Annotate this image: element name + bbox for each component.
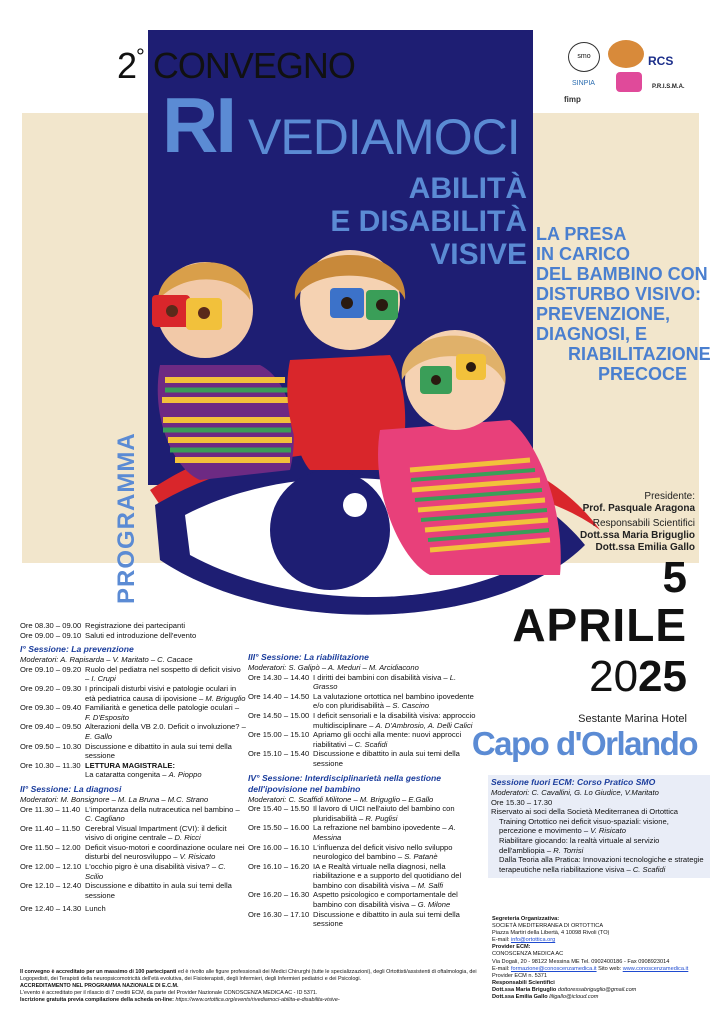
session-2-moderators: Moderatori: M. Bonsignore – M. La Bruna – M.C. Strano <box>20 794 209 804</box>
schedule-row: Ore 14.40 – 14.50 La valutazione ortottica nel bambino ipovedente e/o con pluridisabilità – S. Cascino <box>248 691 474 711</box>
date-year: 2025 <box>589 652 687 701</box>
schedule-row: Ore 12.10 – 12.40 Discussione e dibattito in aula sui temi della sessione <box>20 881 232 900</box>
child-right <box>378 330 561 575</box>
ecm-course-item: Riabilitare giocando: la realtà virtuale al servizio dell'ambliopia – R. Torrisi <box>499 835 660 855</box>
title-ri: RI <box>162 81 234 169</box>
sponsor-logos <box>560 40 710 110</box>
child-left <box>152 262 294 480</box>
schedule-row: Ore 09.20 – 09.30 I principali disturbi visivi e patologie oculari in età pediatrica causa di ipovisione – M. Briguglio <box>20 683 246 703</box>
schedule-row: Ore 11.30 – 11.40 L'importanza della nutraceutica nel bambino – C. Cagliano <box>20 804 240 824</box>
session-2-title: II° Sessione: La diagnosi <box>20 783 122 794</box>
theme-block: LA PRESA IN CARICO DEL BAMBINO CON DISTURBO VISIVO: PREVENZIONE, DIAGNOSI, E RIABILITAZIONE PRECOCE <box>536 224 711 384</box>
ecm-course-intro: Riservato ai soci della Società Mediterranea di Ortottica <box>491 807 678 817</box>
ecm-course-item: Dalla Teoria alla Pratica: Innovazioni tecnologiche e strategie terapeutiche nella riabilitazione visiva – C. Scafidi <box>499 855 704 874</box>
schedule-row: Ore 09.10 – 09.20 Ruolo del pediatra nel sospetto di deficit visivo – I. Crupi <box>20 664 241 684</box>
schedule-row: Ore 08.30 – 09.00 Registrazione dei partecipanti <box>20 621 186 630</box>
fimp-logo: fimp <box>564 95 581 104</box>
rcs-logo: RCS <box>648 54 674 68</box>
schedule-row: Ore 11.50 – 12.00 Deficit visuo-motori e coordinazione oculare nei disturbi del neurosviluppo – V. Risicato <box>20 842 245 862</box>
session-1-title: I° Sessione: La prevenzione <box>20 644 134 655</box>
registration-link[interactable]: https://www.ortottica.org/events/rivediamoci-abilita-e-disabilita-visive- <box>175 997 340 1003</box>
provider-site-link[interactable]: www.conoscenzamedica.it <box>622 965 689 972</box>
ecm-course-box <box>488 775 710 878</box>
eye-iris <box>270 470 390 590</box>
schedule-row: Ore 09.40 – 09.50 Alterazioni della VB 2.0. Deficit o involuzione? – E. Gallo <box>20 722 246 741</box>
title-vediamoci: VEDIAMOCI <box>248 109 520 165</box>
sinpia-logo: SINPIA <box>572 80 595 87</box>
schedule-row: Ore 09.00 – 09.10 Saluti ed introduzione dell'evento <box>20 630 197 640</box>
schedule-row: Ore 14.30 – 14.40 I diritti dei bambini con disabilità visiva – L. Grasso <box>248 672 457 692</box>
schedule-row: Ore 16.10 – 16.20 IA e Realtà virtuale nella diagnosi, nella riabilitazione e a supporto del quotidiano del bambino con disabilità visiva – M. Salfi <box>248 861 462 890</box>
programme-column-middle <box>248 652 480 929</box>
schedule-row: Ore 15.50 – 16.00 La refrazione nel bambino ipovedente – A. Messina <box>248 823 456 842</box>
ecm-course-moderators: Moderatori: C. Cavallini, G. Lo Giudice, V.Maritato <box>491 788 659 797</box>
schedule-row-lecture: Ore 10.30 – 11.30 LETTURA MAGISTRALE: La cataratta congenita – A. Pioppo <box>20 760 202 780</box>
presidency-block: Presidente: Prof. Pasquale Aragona Responsabili Scientifici Dott.ssa Maria Briguglio Dott.ssa Emilia Gallo <box>579 491 695 553</box>
schedule-row: Ore 12.40 – 14.30 Lunch <box>20 904 106 914</box>
schedule-row: Ore 14.50 – 15.00 I deficit sensoriali e la disabilità visiva: approccio multidisciplinare – A. D'Ambrosio, A. Delli Calici <box>248 710 476 730</box>
accreditation-footer: Il convegno è accreditato per un massimo di 100 partecipanti ed è rivolto alle figure professionali dei Medici Chirurghi (tutte le specializzazioni), degli Ortottisti/assistenti di oftalmologia, dei Logopedisti, dei Terapisti della neuropsicomotricità dell'età evolutiva, dei Fisioterapisti, degli Infermieri, degli Infermieri pediatrici e dei Psicologi. ACCREDITAMENTO NEL PROGRAMMA NAZIONALE DI E.C.M. L'evento è accreditato per il rilascio di 7 crediti ECM, da parte del Provider Nazionale CONOSCENZA MEDICA AC - ID 5371. Iscrizione gratuita previa compilazione della scheda on-line: https://www.ortottica.org/events/rivediamoci-abilita-e-disabilita-visive- <box>20 969 477 1003</box>
eye-highlight <box>343 493 367 517</box>
schedule-row: Ore 16.00 – 16.10 L'influenza del deficit visivo nello sviluppo neurologico del bambino – S. Patanè <box>248 842 453 862</box>
prisma-logo: P.R.I.S.M.A. <box>652 84 685 90</box>
session-1-moderators: Moderatori: A. Rapisarda – V. Maritato – C. Cacace <box>20 655 193 665</box>
schedule-row: Ore 15.00 – 15.10 Apriamo gli occhi alla mente: nuovi approcci riabilitativi – C. Scafidi <box>248 730 462 749</box>
ecm-course-time: Ore 15.30 – 17.30 <box>491 797 553 807</box>
schedule-row: Ore 11.40 – 11.50 Cerebral Visual Impartment (CVI): il deficit visivo di origine centrale – D. Ricci <box>20 823 227 843</box>
schedule-row: Ore 12.00 – 12.10 L'occhio pigro è una disabilità visiva? – C. Scilio <box>20 862 226 881</box>
session-4-title: IV° Sessione: Interdisciplinarietà nella gestione dell'ipovisione nel bambino <box>248 772 442 794</box>
secretariat-block: Segreteria Organizzativa: SOCIETÀ MEDITERRANEA DI ORTOTTICA Piazza Martiri della Libertà, 4 10098 Rivoli (TO) E-mail: info@ortottica.org Provider ECM: CONOSCENZA MEDICA AC Via Dogali, 20 - 98122 Messina ME Tel. 0902400186 - Fax 0908923014 E-mail: formazione@conoscenzamedica.it Sito web: www.conoscenzamedica.it Provider ECM n. 5371 Responsabili Scientifici Dott.ssa Maria Briguglio dottoressabriguglio@gmail.com Dott.ssa Emilia Gallo liligallo@icloud.com <box>492 916 689 1001</box>
schedule-row: Ore 09.30 – 09.40 Familiarità e genetica delle patologie oculari – F. D'Esposito <box>20 703 240 722</box>
subtitle: ABILITÀ E DISABILITÀ VISIVE <box>330 172 527 271</box>
schedule-row: Ore 09.50 – 10.30 Discussione e dibattito in aula sui temi della sessione <box>20 741 232 761</box>
date-month: APRILE <box>512 599 687 651</box>
date-day: 5 <box>662 553 687 602</box>
schedule-row: Ore 16.30 – 17.10 Discussione e dibattito in aula sui temi della sessione <box>248 909 460 929</box>
provider-email-link[interactable]: formazione@conoscenzamedica.it <box>510 965 597 972</box>
session-3-moderators: Moderatori: S. Galipò – A. Meduri – M. Arcidiacono <box>248 663 419 672</box>
ecm-course-item: Training Ortottico nei deficit visuo-spaziali: visione, percezione e movimento – V. Risicato <box>499 816 669 836</box>
schedule-row: Ore 15.40 – 15.50 Il lavoro di UICI nell'aiuto del bambino con pluridisabilità – R. Puglisi <box>248 804 455 823</box>
venue-city: Capo d'Orlando <box>471 725 697 762</box>
puzzle-logo-icon <box>616 72 642 92</box>
schedule-row: Ore 16.20 – 16.30 Aspetto psicologico e comportamentale del bambino con disabilità visiva – G. Milone <box>248 890 458 910</box>
edition-title: 2° CONVEGNO <box>117 44 355 86</box>
smo-logo: smo <box>568 42 600 72</box>
globe-logo-icon <box>608 40 644 68</box>
programme-column-left <box>20 621 246 914</box>
session-4-moderators: Moderatori: C. Scaffidi Militone – M. Briguglio – E.Gallo <box>248 794 434 804</box>
programma-vertical-label: PROGRAMMA <box>113 432 140 604</box>
session-3-title: III° Sessione: La riabilitazione <box>248 652 369 662</box>
schedule-row: Ore 15.10 – 15.40 Discussione e dibattito in aula sui temi della sessione <box>248 749 460 768</box>
venue-hotel: Sestante Marina Hotel <box>578 713 687 725</box>
secretariat-email-link[interactable]: info@ortottica.org <box>510 937 556 944</box>
ecm-course-title: Sessione fuori ECM: Corso Pratico SMO <box>491 777 656 787</box>
